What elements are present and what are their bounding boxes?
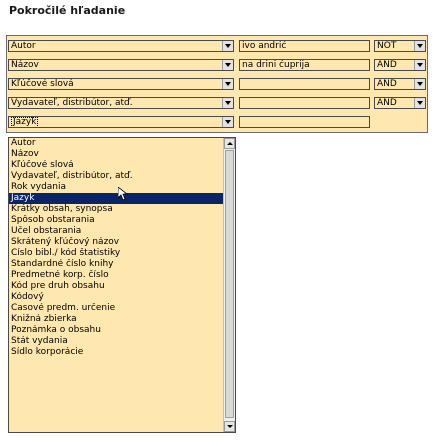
dropdown-option[interactable]: Autor [11,138,36,148]
chevron-down-icon[interactable] [222,60,233,70]
chevron-down-icon[interactable] [222,79,233,89]
field-dropdown-list[interactable] [8,137,236,433]
search-input-1-value: ivo andrić [242,41,287,51]
operator-select-3[interactable] [374,78,426,90]
dropdown-option[interactable]: Názov [11,149,39,159]
dropdown-option[interactable]: Poznámka o obsahu [11,325,101,335]
dropdown-option[interactable]: Kód pre druh obsahu [11,281,105,291]
operator-select-2-value: AND [377,60,397,70]
scroll-thumb[interactable] [225,150,234,418]
dropdown-option[interactable]: Knižná zbierka [11,314,77,324]
dropdown-option[interactable]: Kódový [11,292,44,302]
dropdown-option[interactable]: Časové predm. určenie [11,303,116,313]
dropdown-option[interactable]: Štandardné číslo knihy [11,259,114,269]
field-select-2[interactable] [8,59,234,71]
dropdown-option[interactable]: Číslo bibl./ kód štatistiky [11,248,121,258]
chevron-down-icon[interactable] [222,117,233,127]
operator-select-4[interactable] [374,97,426,109]
operator-select-3-value: AND [377,79,397,89]
search-input-4[interactable] [239,97,370,109]
page-title: Pokročilé hľadanie [9,4,126,17]
dropdown-option[interactable]: Kľúčové slová [11,160,74,170]
field-select-1[interactable] [8,40,234,52]
dropdown-option[interactable]: Vydavateľ, distribútor, atď. [11,171,133,181]
chevron-down-icon[interactable] [414,41,425,51]
search-input-1[interactable] [239,40,370,52]
dropdown-option[interactable]: Predmetné korp. číslo [11,270,109,280]
scroll-up-icon[interactable] [224,138,235,149]
field-select-3[interactable] [8,78,234,90]
dropdown-option[interactable]: Rok vydania [11,182,67,192]
search-input-5[interactable] [239,116,370,128]
field-select-4-value: Vydavateľ, distribútor, atď. [11,98,133,108]
operator-select-2[interactable] [374,59,426,71]
chevron-down-icon[interactable] [414,60,425,70]
field-select-3-value: Kľúčové slová [11,79,74,89]
dropdown-option[interactable]: Skrátený kľúčový názov [11,237,120,247]
chevron-down-icon[interactable] [222,41,233,51]
dropdown-option[interactable]: Sídlo korporácie [11,347,84,357]
chevron-down-icon[interactable] [414,98,425,108]
dropdown-option[interactable]: Jazyk [9,193,224,204]
operator-select-4-value: AND [377,98,397,108]
operator-select-1-value: NOT [377,41,397,51]
search-input-3[interactable] [239,78,370,90]
field-select-5[interactable] [8,116,234,128]
dropdown-scrollbar[interactable] [223,138,235,432]
field-select-5-value: Jazyk [13,117,37,127]
dropdown-option[interactable]: Spôsob obstarania [11,215,95,225]
scroll-down-icon[interactable] [224,421,235,432]
chevron-down-icon[interactable] [414,79,425,89]
operator-select-1[interactable] [374,40,426,52]
chevron-down-icon[interactable] [222,98,233,108]
dropdown-option[interactable]: Štát vydania [11,336,68,346]
dropdown-options [9,138,224,358]
dropdown-option[interactable]: Účel obstarania [11,226,82,236]
dropdown-option[interactable]: Krátky obsah, synopsa [11,204,113,214]
field-select-4[interactable] [8,97,234,109]
mouse-pointer-icon [118,187,128,201]
field-select-2-value: Názov [11,60,39,70]
field-select-1-value: Autor [11,41,36,51]
search-input-2-value: na drini ćuprija [242,60,310,70]
search-input-2[interactable] [239,59,370,71]
